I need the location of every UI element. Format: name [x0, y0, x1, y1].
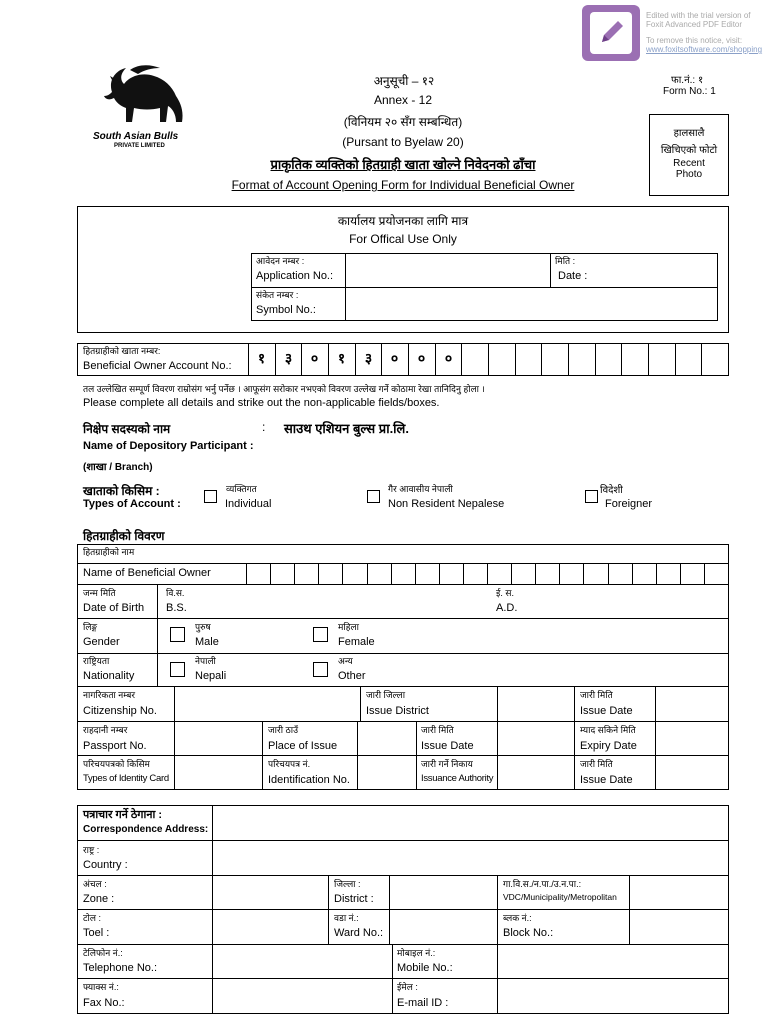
- instructions-np: तल उल्लेखित सम्पूर्ण विवरण राम्रोसंग भर्नु पर्नेछ । आफूसंग सरोकार नभएको विवरण उल्लेख गर्ने कोठामा रेखा तानिदिनु होला ।: [83, 384, 485, 394]
- account-no-label-np: हितग्राहीको खाता नम्बर:: [83, 346, 161, 356]
- name-character-cell[interactable]: [608, 563, 609, 584]
- id-type-label-np: परिचयपत्रको किसिम: [83, 759, 150, 769]
- issuance-authority-label-np: जारी गर्ने निकाय: [421, 759, 473, 769]
- branch-label: (शाखा / Branch): [83, 462, 153, 473]
- watermark-line-1: Edited with the trial version of: [646, 11, 751, 20]
- name-character-cell[interactable]: [583, 563, 584, 584]
- correspondence-label: Correspondence Address:: [83, 824, 209, 835]
- nrn-label: Non Resident Nepalese: [388, 498, 505, 510]
- id-no-label-np: परिचयपत्र नं.: [268, 759, 311, 769]
- bs-label-np: वि.स.: [166, 588, 185, 598]
- ad-label-np: ई. स.: [496, 588, 515, 598]
- individual-label: Individual: [225, 498, 272, 510]
- account-type-label-np: खाताको किसिम :: [83, 484, 160, 498]
- photo-label-np1: हालसालै: [673, 128, 705, 139]
- block-label: Block No.:: [503, 927, 554, 939]
- id-issue-date-label-np: जारी मिति: [580, 759, 613, 769]
- application-no-label-np: आवेदन नम्बर :: [256, 256, 305, 266]
- email-label-np: ईमेल :: [397, 982, 418, 992]
- photo-label-en1: Recent: [673, 158, 705, 169]
- annex-np: अनुसूची – १२: [373, 74, 435, 88]
- account-digit-cell[interactable]: ३: [284, 350, 293, 366]
- name-character-cell[interactable]: [415, 563, 416, 584]
- country-field[interactable]: [213, 841, 728, 874]
- tole-label-np: टोल :: [83, 913, 101, 923]
- watermark-link[interactable]: www.foxitsoftware.com/shopping: [646, 45, 763, 54]
- account-digit-cell[interactable]: ०: [390, 350, 399, 366]
- date-label: Date :: [558, 270, 588, 282]
- photo-label-en2: Photo: [675, 169, 703, 180]
- form-title-en: Format of Account Opening Form for Individual Beneficial Owner: [231, 178, 575, 192]
- account-digit-cell[interactable]: १: [257, 350, 266, 366]
- account-type-label: Types of Account :: [83, 498, 181, 510]
- name-character-cell[interactable]: [463, 563, 464, 584]
- dp-label-np: निक्षेप सदस्यको नाम: [83, 422, 171, 436]
- symbol-no-label-np: संकेत नम्बर :: [256, 290, 299, 300]
- other-label-np: अन्य: [338, 656, 353, 666]
- foreigner-label-np: विदेशी: [600, 485, 623, 496]
- regulation-en: (Pursant to Byelaw 20): [342, 135, 464, 149]
- zone-label: Zone :: [83, 893, 115, 905]
- ward-label-np: वडा नं.:: [334, 913, 359, 923]
- name-character-cell[interactable]: [318, 563, 319, 584]
- dp-name-value[interactable]: साउथ एशियन बुल्स प्रा.लि.: [284, 421, 409, 436]
- expiry-date-label-np: म्याद सकिने मिति: [580, 725, 636, 735]
- name-character-cell[interactable]: [439, 563, 440, 584]
- name-character-cell[interactable]: [535, 563, 536, 584]
- male-checkbox[interactable]: [170, 627, 185, 642]
- name-character-cell[interactable]: [294, 563, 295, 584]
- mobile-label-np: मोबाइल नं.:: [397, 948, 436, 958]
- account-digit-cell[interactable]: १: [337, 350, 346, 366]
- vdc-label-np: गा.वि.स./न.पा./उ.न.पा.:: [503, 879, 582, 889]
- name-character-cell[interactable]: [511, 563, 512, 584]
- name-character-cell[interactable]: [559, 563, 560, 584]
- other-nationality-checkbox[interactable]: [313, 662, 328, 677]
- issue-district-label-np: जारी जिल्ला: [366, 690, 406, 700]
- instructions-en: Please complete all details and strike out the non-applicable fields/boxes.: [83, 397, 440, 409]
- photo-label-np2: खिचिएको फोटो: [660, 145, 718, 156]
- symbol-no-field[interactable]: [346, 288, 717, 320]
- citizenship-issue-date-label-np: जारी मिति: [580, 690, 613, 700]
- bo-name-label: Name of Beneficial Owner: [83, 567, 211, 579]
- passport-issue-date-label-np: जारी मिति: [421, 725, 454, 735]
- individual-checkbox[interactable]: [204, 490, 217, 503]
- form-no-en: Form No.: 1: [663, 86, 716, 97]
- other-label: Other: [338, 670, 366, 682]
- name-character-cell[interactable]: [487, 563, 488, 584]
- company-logo-name: South Asian Bulls: [93, 131, 179, 142]
- district-label: District :: [334, 893, 374, 905]
- place-of-issue-label: Place of Issue: [268, 740, 338, 752]
- email-label: E-mail ID :: [397, 997, 449, 1009]
- account-digit-cell[interactable]: ०: [310, 350, 319, 366]
- application-no-field[interactable]: [346, 254, 549, 286]
- passport-label-np: राहदानी नम्बर: [83, 725, 128, 735]
- correspondence-field[interactable]: [213, 806, 728, 839]
- nrn-label-np: गैर आवासीय नेपाली: [388, 484, 453, 494]
- individual-label-np: व्यक्तिगत: [226, 484, 257, 494]
- account-no-label: Beneficial Owner Account No.:: [83, 360, 232, 372]
- mobile-label: Mobile No.:: [397, 962, 453, 974]
- ad-label[interactable]: A.D.: [496, 602, 518, 614]
- country-label: Country :: [83, 859, 128, 871]
- citizenship-label: Citizenship No.: [83, 705, 157, 717]
- passport-label: Passport No.: [83, 740, 147, 752]
- name-character-cell[interactable]: [656, 563, 657, 584]
- telephone-label: Telephone No.:: [83, 962, 157, 974]
- place-of-issue-label-np: जारी ठाउँ: [268, 725, 299, 735]
- form-no-np: फा.नं.: १: [671, 75, 704, 86]
- annex-en: Annex - 12: [373, 93, 433, 107]
- nrn-checkbox[interactable]: [367, 490, 380, 503]
- correspondence-label-np: पत्राचार गर्ने ठेगाना :: [83, 809, 163, 821]
- fax-label-np: फ्याक्स नं.:: [83, 982, 119, 992]
- name-character-cell[interactable]: [391, 563, 392, 584]
- office-use-title-np: कार्यालय प्रयोजनका लागि मात्र: [337, 214, 469, 228]
- issue-district-label: Issue District: [366, 705, 429, 717]
- name-character-cell[interactable]: [680, 563, 681, 584]
- company-logo-subtitle: PRIVATE LIMITED: [114, 143, 165, 149]
- telephone-label-np: टेलिफोन नं.:: [83, 948, 123, 958]
- tole-label: Toel :: [83, 927, 110, 939]
- account-digit-cell[interactable]: ०: [417, 350, 426, 366]
- nationality-label: Nationality: [83, 670, 135, 682]
- application-no-label: Application No.:: [256, 270, 334, 282]
- nationality-label-np: राष्ट्रियता: [83, 656, 110, 666]
- foxit-logo-icon: [582, 5, 640, 61]
- passport-issue-date-label: Issue Date: [421, 740, 474, 752]
- symbol-no-label: Symbol No.:: [256, 304, 316, 316]
- female-checkbox[interactable]: [313, 627, 328, 642]
- office-use-title-en: For Offical Use Only: [349, 232, 457, 246]
- dob-label-np: जन्म मिति: [83, 588, 116, 598]
- issuance-authority-label: Issuance Authority: [421, 773, 494, 784]
- watermark-line-3: To remove this notice, visit:: [646, 36, 743, 45]
- name-character-cell[interactable]: [632, 563, 633, 584]
- name-character-cell[interactable]: [342, 563, 343, 584]
- vdc-label: VDC/Municipality/Metropolitan: [503, 892, 617, 902]
- citizenship-no-field[interactable]: [175, 687, 359, 720]
- date-label-np: मिति :: [555, 256, 576, 266]
- dp-colon: :: [262, 420, 266, 434]
- date-field[interactable]: [600, 254, 717, 286]
- gender-label-np: लिङ्ग: [83, 622, 98, 632]
- photo-box: [649, 114, 729, 196]
- dp-label-en: Name of Depository Participant :: [83, 440, 254, 452]
- bo-name-label-np: हितग्राहीको नाम: [83, 547, 135, 557]
- district-label-np: जिल्ला :: [334, 879, 361, 889]
- form-title-np: प्राकृतिक व्यक्तिको हितग्राही खाता खोल्ने निवेदनको ढाँचा: [270, 157, 536, 172]
- zone-label-np: अंचल :: [83, 879, 107, 889]
- female-label-np: महिला: [338, 622, 359, 632]
- foxit-watermark: [582, 5, 768, 63]
- male-label: Male: [195, 636, 219, 648]
- citizenship-label-np: नागरिकता नम्बर: [83, 690, 136, 700]
- nepali-checkbox[interactable]: [170, 662, 185, 677]
- nepali-label-np: नेपाली: [195, 656, 216, 666]
- id-type-label: Types of Identity Card: [83, 773, 169, 784]
- ward-label: Ward No.:: [334, 927, 384, 939]
- citizenship-issue-date-label: Issue Date: [580, 705, 633, 717]
- watermark-line-2: Foxit Advanced PDF Editor: [646, 20, 743, 29]
- foreigner-checkbox[interactable]: [585, 490, 598, 503]
- country-label-np: राष्ट्र :: [83, 845, 100, 855]
- account-digit-cell[interactable]: ०: [444, 350, 453, 366]
- gender-label: Gender: [83, 636, 120, 648]
- block-label-np: ब्लक नं.:: [503, 913, 532, 923]
- id-issue-date-label: Issue Date: [580, 774, 633, 786]
- name-character-cell[interactable]: [246, 563, 247, 584]
- name-character-cell[interactable]: [704, 563, 705, 584]
- bs-label[interactable]: B.S.: [166, 602, 187, 614]
- id-no-label: Identification No.: [268, 774, 350, 786]
- name-character-cell[interactable]: [270, 563, 271, 584]
- male-label-np: पुरुष: [195, 622, 211, 632]
- name-character-cell[interactable]: [367, 563, 368, 584]
- expiry-date-label: Expiry Date: [580, 740, 637, 752]
- bo-section-title: हितग्राहीको विवरण: [83, 529, 165, 543]
- dob-label: Date of Birth: [83, 602, 145, 614]
- foreigner-label: Foreigner: [605, 498, 653, 510]
- fax-label: Fax No.:: [83, 997, 125, 1009]
- regulation-np: (विनियम २० सँग सम्बन्धित): [343, 115, 463, 129]
- female-label: Female: [338, 636, 375, 648]
- nepali-label: Nepali: [195, 670, 227, 682]
- account-digit-cell[interactable]: ३: [364, 350, 373, 366]
